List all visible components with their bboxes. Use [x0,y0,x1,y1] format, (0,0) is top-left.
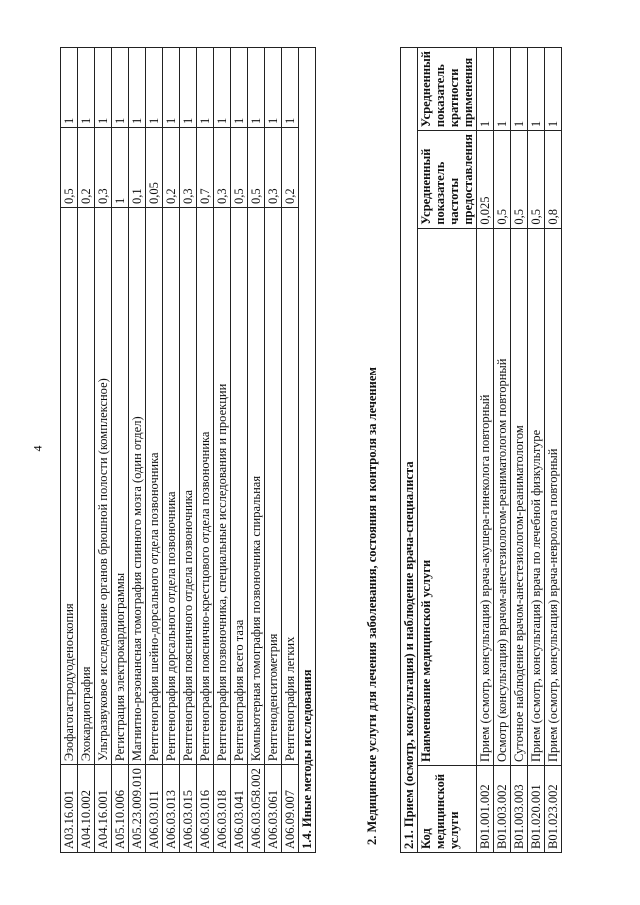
table-row [61,48,78,853]
cell-multiplicity: 1 [248,48,265,128]
table-body [401,48,562,853]
cell-multiplicity: 1 [477,48,494,131]
cell-code: B01.003.002 [494,766,511,853]
table-row [78,48,95,853]
cell-name: Эзофагогастродуоденоскопия [61,208,78,765]
subsection-row [299,48,316,853]
services-table-treatment [400,47,562,853]
rotated-page-content [0,5,640,905]
cell-code: A03.16.001 [61,765,78,853]
cell-multiplicity: 1 [180,48,197,128]
cell-frequency: 0,5 [231,128,248,208]
header-code: Код медицинской услуги [418,766,477,853]
cell-frequency: 0,5 [494,131,511,229]
cell-name: Ультразвуковое исследование органов брюшной полости (комплексное) [95,208,112,765]
cell-frequency: 0,7 [197,128,214,208]
cell-code: A06.03.058.002 [248,765,265,853]
cell-name: Компьютерная томография позвоночника спиральная [248,208,265,765]
page-number: 4 [30,445,45,452]
cell-multiplicity: 1 [112,48,129,128]
table-row [163,48,180,853]
cell-frequency: 0,05 [146,128,163,208]
cell-name: Суточное наблюдение врачом-анестезиологом-реаниматологом [511,228,528,765]
subsection-title: 2.1. Прием (осмотр, консультация) и наблюдение врача-специалиста [401,48,418,853]
cell-code: A05.10.006 [112,765,129,853]
cell-name: Прием (осмотр, консультация) врача-акушера-гинеколога повторный [477,228,494,765]
table-body [61,48,316,853]
cell-name: Рентгеноденситометрия [265,208,282,765]
header-name: Наименование медицинской услуги [418,228,477,765]
cell-code: A06.03.016 [197,765,214,853]
cell-name: Осмотр (консультация) врачом-анестезиологом-реаниматологом повторный [494,228,511,765]
header-multiplicity: Усредненный показатель кратности применения [418,48,477,131]
cell-name: Регистрация электрокардиограммы [112,208,129,765]
cell-frequency: 0,2 [163,128,180,208]
cell-name: Рентгенография шейно-дорсального отдела позвоночника [146,208,163,765]
cell-code: A04.10.002 [78,765,95,853]
cell-code: A05.23.009.010 [129,765,146,853]
header-frequency: Усредненный показатель частоты предоставления [418,131,477,229]
cell-multiplicity: 1 [214,48,231,128]
section-title: 2. Медицинские услуги для лечения заболевания, состояния и контроля за лечением [365,367,379,845]
cell-code: A06.09.007 [282,765,299,853]
cell-frequency: 0,3 [180,128,197,208]
cell-code: A06.03.018 [214,765,231,853]
subsection-row [401,48,418,853]
cell-code: A06.03.013 [163,765,180,853]
cell-name: Эхокардиография [78,208,95,765]
cell-frequency: 0,1 [129,128,146,208]
table-row [112,48,129,853]
cell-frequency: 0,5 [528,131,545,229]
cell-multiplicity: 1 [511,48,528,131]
cell-multiplicity: 1 [129,48,146,128]
cell-name: Рентгенография поясничного отдела позвоночника [180,208,197,765]
cell-name: Рентгенография всего таза [231,208,248,765]
table-row [528,48,545,853]
cell-code: A04.16.001 [95,765,112,853]
cell-multiplicity: 1 [528,48,545,131]
cell-code: A06.03.061 [265,765,282,853]
cell-multiplicity: 1 [197,48,214,128]
table-row [180,48,197,853]
cell-multiplicity: 1 [494,48,511,131]
cell-multiplicity: 1 [282,48,299,128]
cell-multiplicity: 1 [146,48,163,128]
cell-frequency: 0,5 [61,128,78,208]
cell-code: B01.020.001 [528,766,545,853]
table-row [214,48,231,853]
cell-name: Рентгенография дорсального отдела позвоночника [163,208,180,765]
table-row [477,48,494,853]
cell-name: Рентгенография пояснично-крестцового отдела позвоночника [197,208,214,765]
cell-frequency: 0,5 [248,128,265,208]
table-row [197,48,214,853]
cell-frequency: 0,025 [477,131,494,229]
table-row [231,48,248,853]
cell-frequency: 0,3 [265,128,282,208]
cell-frequency: 0,3 [214,128,231,208]
cell-name: Рентгенография позвоночника, специальные исследования и проекции [214,208,231,765]
cell-multiplicity: 1 [78,48,95,128]
table-row [545,48,562,853]
cell-code: B01.023.002 [545,766,562,853]
cell-multiplicity: 1 [231,48,248,128]
cell-frequency: 0,3 [95,128,112,208]
cell-multiplicity: 1 [95,48,112,128]
cell-frequency: 1 [112,128,129,208]
cell-code: A06.03.015 [180,765,197,853]
cell-code: B01.003.003 [511,766,528,853]
header-row [418,48,477,853]
table-row [129,48,146,853]
cell-code: A06.03.041 [231,765,248,853]
table-row [494,48,511,853]
cell-multiplicity: 1 [545,48,562,131]
cell-frequency: 0,5 [511,131,528,229]
cell-name: Прием (осмотр, консультация) врача по лечебной физкультуре [528,228,545,765]
table-row [265,48,282,853]
cell-multiplicity: 1 [61,48,78,128]
cell-frequency: 0,8 [545,131,562,229]
cell-multiplicity: 1 [265,48,282,128]
cell-frequency: 0,2 [282,128,299,208]
table-row [95,48,112,853]
table-row [248,48,265,853]
cell-name: Прием (осмотр, консультация) врача-невролога повторный [545,228,562,765]
cell-name: Рентгенография легких [282,208,299,765]
services-table-diagnostics [60,47,316,853]
table-row [511,48,528,853]
cell-frequency: 0,2 [78,128,95,208]
table-row [146,48,163,853]
cell-code: A06.03.011 [146,765,163,853]
subsection-title: 1.4. Иные методы исследования [299,48,316,853]
cell-multiplicity: 1 [163,48,180,128]
cell-name: Магнитно-резонансная томография спинного мозга (один отдел) [129,208,146,765]
table-row [282,48,299,853]
cell-code: B01.001.002 [477,766,494,853]
